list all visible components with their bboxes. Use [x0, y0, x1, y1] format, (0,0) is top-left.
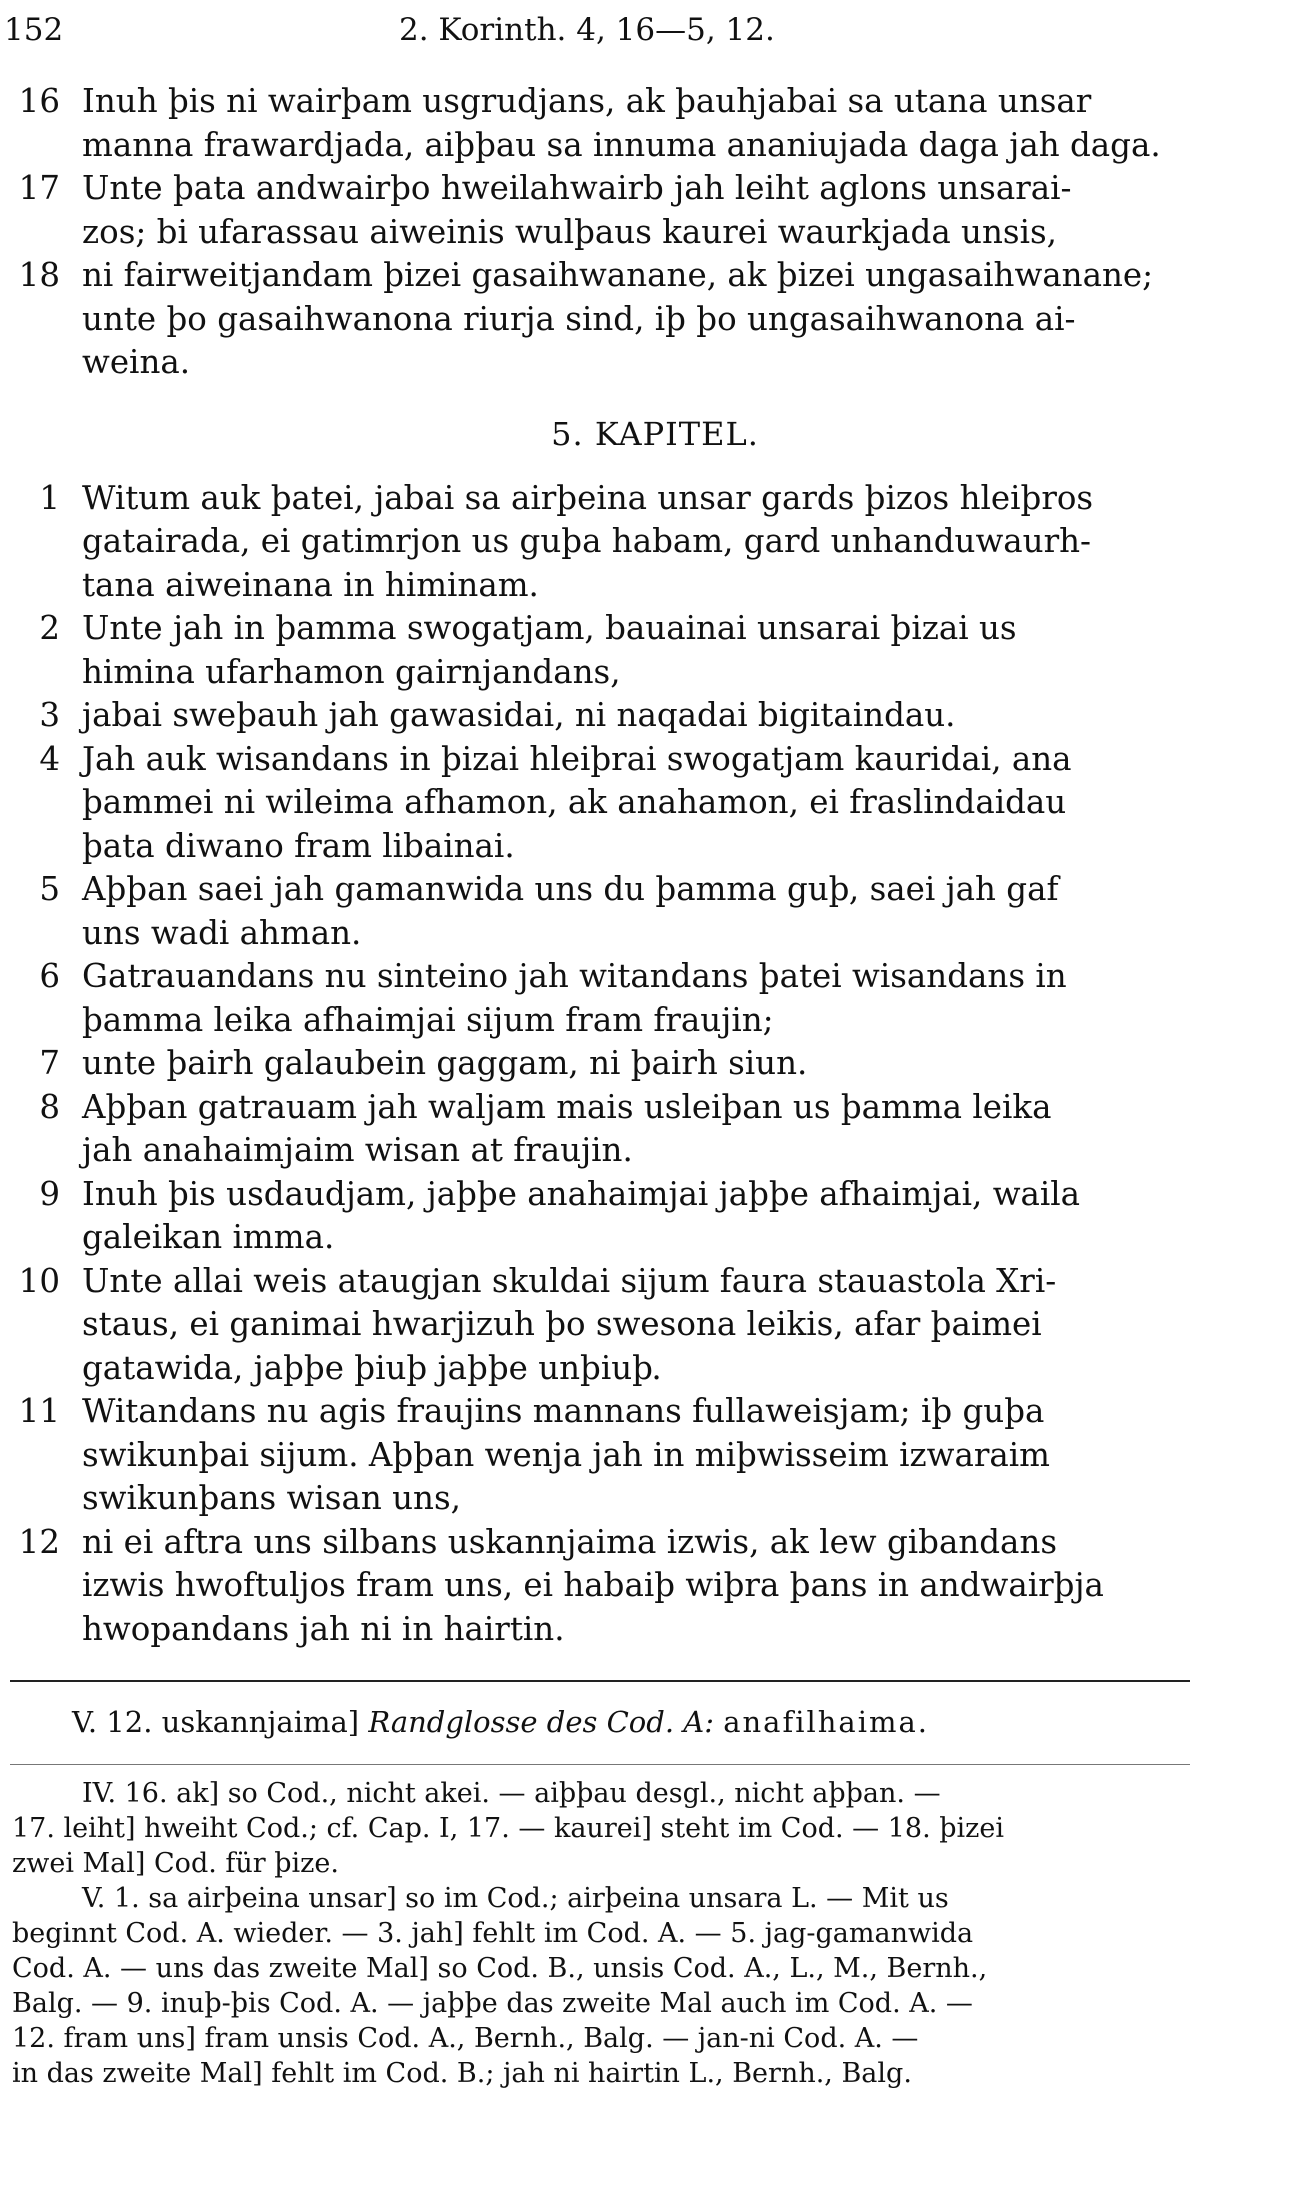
verse-line: Gatrauandans nu sinteino jah witandans þatei wisandans in [82, 957, 1067, 995]
verse [0, 254, 1200, 385]
verse-line: uns wadi ahman. [82, 913, 362, 952]
running-title: 2. Korinth. 4, 16—5, 12. [399, 12, 775, 48]
text-divider-rule [10, 1680, 1190, 1682]
apparatus-line: V. 1. sa airþeina unsar] so im Cod.; airþeina unsara L. — Mit us [82, 1883, 949, 1914]
verse-number: 17 [18, 169, 60, 207]
verse-number: 4 [39, 739, 60, 778]
verse-line: Aþþan gatrauam jah waljam mais usleiþan us þamma leika [82, 1087, 1052, 1126]
verse-line: gatawida, jaþþe þiuþ jaþþe unþiuþ. [82, 1348, 662, 1387]
verse-line: Inuh þis usdaudjam, jaþþe anahaimjai jaþþe afhaimjai, waila [82, 1174, 1081, 1213]
verse-number: 7 [39, 1044, 60, 1082]
apparatus-line: IV. 16. ak] so Cod., nicht akei. — aiþþau desgl., nicht aþþan. — [82, 1778, 941, 1809]
verse-line: unte þairh galaubein gaggam, ni þairh siun. [82, 1044, 808, 1082]
verse [0, 738, 1200, 869]
verse [0, 694, 1200, 738]
apparatus-line: 17. leiht] hweiht Cod.; cf. Cap. I, 17. — kaurei] steht im Cod. — 18. þizei [12, 1813, 1005, 1844]
verse-line: swikunþans wisan uns, [82, 1479, 461, 1517]
apparatus-line: Cod. A. — uns das zweite Mal] so Cod. B., unsis Cod. A., L., M., Bernh., [12, 1953, 988, 1984]
apparatus-divider-rule [10, 1764, 1190, 1765]
verse [0, 1173, 1200, 1260]
verse-line: Jah auk wisandans in þizai hleiþrai swogatjam kauridai, ana [82, 739, 1072, 778]
verse-line: þammei ni wileima afhamon, ak anahamon, ei fraslindaidau [82, 783, 1067, 821]
marginal-gloss-note [72, 1702, 1202, 1742]
verse-number: 3 [39, 696, 60, 734]
verse-line: himina ufarhamon gairnjandans, [82, 652, 621, 691]
verse-line: Unte allai weis ataugjan skuldai sijum faura stauastola Xri- [82, 1261, 1057, 1300]
verse-line: Unte þata andwairþo hweilahwairb jah leiht aglons unsarai- [82, 169, 1072, 207]
verse-line: ni ei aftra uns silbans uskannjaima izwis, ak lew gibandans [82, 1522, 1058, 1561]
verse-line: unte þo gasaihwanona riurja sind, iþ þo ungasaihwanona ai- [82, 299, 1076, 338]
verse-line: hwopandans jah ni in hairtin. [82, 1609, 565, 1648]
verse-line: swikunþai sijum. Aþþan wenja jah in miþwisseim izwaraim [82, 1435, 1050, 1474]
verse-line: gatairada, ei gatimrjon us guþa habam, gard unhanduwaurh- [82, 522, 1092, 560]
verse [0, 868, 1200, 955]
verse-line: weina. [82, 343, 191, 381]
gloss-ref: V. 12. uskannjaima] [72, 1705, 360, 1739]
verse-line: Witandans nu agis fraujins mannans fullaweisjam; iþ guþa [82, 1392, 1045, 1430]
verse-line: tana aiweinana in himinam. [82, 565, 539, 604]
page-number: 152 [4, 12, 64, 48]
verse-number: 11 [18, 1392, 60, 1430]
verse-number: 9 [39, 1174, 60, 1213]
verse-number: 6 [39, 957, 60, 995]
verse-number: 5 [39, 870, 60, 908]
chapter-heading: 5. KAPITEL. [551, 414, 759, 453]
verse-line: zos; bi ufarassau aiweinis wulþaus kaurei waurkjada unsis, [82, 212, 1057, 251]
gloss-label: Randglosse des Cod. A: [368, 1705, 714, 1739]
verse [0, 607, 1200, 694]
verse [0, 80, 1200, 167]
verse [0, 477, 1200, 608]
verse-line: galeikan imma. [82, 1218, 335, 1256]
apparatus-line: in das zweite Mal] fehlt im Cod. B.; jah ni hairtin L., Bernh., Balg. [12, 2058, 912, 2089]
verse [0, 1260, 1200, 1391]
verse-line: staus, ei ganimai hwarjizuh þo swesona leikis, afar þaimei [82, 1305, 1042, 1343]
verse-line: jabai sweþauh jah gawasidai, ni naqadai bigitaindau. [82, 696, 956, 734]
verse-line: ni fairweitjandam þizei gasaihwanane, ak þizei ungasaihwanane; [82, 256, 1154, 294]
gloss-word: anafilhaima. [723, 1705, 929, 1739]
verse-number: 2 [39, 609, 60, 647]
verse-number: 8 [39, 1087, 60, 1126]
verse-line: manna frawardjada, aiþþau sa innuma ananiujada daga jah daga. [82, 125, 1161, 164]
verse-line: Aþþan saei jah gamanwida uns du þamma guþ, saei jah gaf [82, 870, 1059, 908]
apparatus-line: zwei Mal] Cod. für þize. [12, 1848, 339, 1879]
verse [0, 1042, 1200, 1086]
verse [0, 1521, 1200, 1652]
verse-number: 12 [18, 1522, 60, 1561]
verse [0, 955, 1200, 1042]
apparatus-line: 12. fram uns] fram unsis Cod. A., Bernh., Balg. — jan-ni Cod. A. — [12, 2023, 919, 2054]
verse-line: Inuh þis ni wairþam usgrudjans, ak þauhjabai sa utana unsar [82, 82, 1092, 120]
verse-number: 16 [18, 82, 60, 120]
verse-line: Witum auk þatei, jabai sa airþeina unsar gards þizos hleiþros [82, 478, 1094, 517]
verse-number: 1 [39, 478, 60, 517]
verse-number: 10 [18, 1261, 60, 1300]
verse-number: 18 [18, 256, 60, 294]
verse [0, 1086, 1200, 1173]
verse-line: Unte jah in þamma swogatjam, bauainai unsarai þizai us [82, 609, 1017, 647]
critical-apparatus [12, 1776, 1196, 2091]
chapter-5-verses [0, 477, 1200, 1652]
verse [0, 1390, 1200, 1521]
verse-line: jah anahaimjaim wisan at fraujin. [82, 1131, 633, 1169]
page-header [4, 8, 1204, 52]
chapter-4-verses [0, 80, 1200, 385]
verse [0, 167, 1200, 254]
verse-line: þamma leika afhaimjai sijum fram fraujin; [82, 1000, 774, 1039]
main-text [0, 80, 1200, 1651]
apparatus-line: beginnt Cod. A. wieder. — 3. jah] fehlt im Cod. A. — 5. jag-gamanwida [12, 1918, 974, 1949]
verse-line: izwis hwoftuljos fram uns, ei habaiþ wiþra þans in andwairþja [82, 1566, 1104, 1604]
verse-line: þata diwano fram libainai. [82, 826, 515, 865]
apparatus-line: Balg. — 9. inuþ-þis Cod. A. — jaþþe das zweite Mal auch im Cod. A. — [12, 1988, 973, 2019]
